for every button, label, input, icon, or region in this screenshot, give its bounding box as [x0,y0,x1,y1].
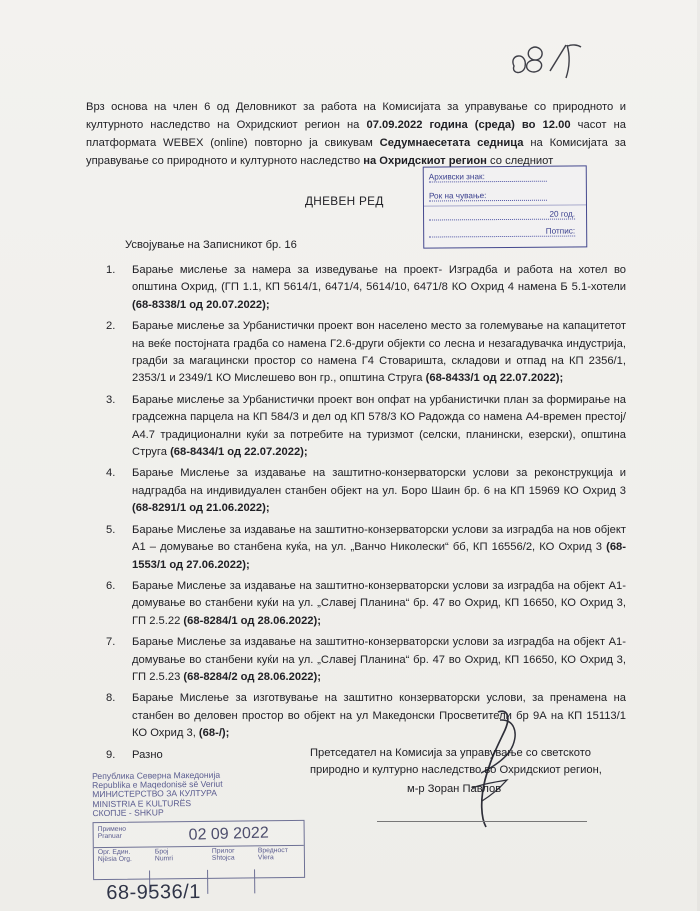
agenda-text: Барање Мислење за издавање на заштитно-конзерваторски услови за изградба на нов објект А1 – домување во станбена куќа, на ул. „Ванчо Николески“ бб, КП 16556/2, КО Охрид 3 [132,523,626,554]
stamp-line-1: Република Северна Македонија [91,769,221,782]
received-label: Примено Pranuar [97,825,127,841]
agenda-item-6 [106,578,626,630]
stamp-line-5: СКОПЈЕ - SHKUP [92,807,164,818]
agenda-number: 3. [106,393,116,406]
registration-number: 68-9536/1 [106,880,201,904]
agenda-item-8 [106,690,626,742]
agenda-text: Барање мислење за Урбанистички проект вон опфат на урбанистички план за формирање на градсежна парцела на КП 584/3 и дел од КП 578/3 КО Радожда со намена А4-времен престој/А4.7 традиционални куќи за потребите на туризмот (селски, планински, езерски), општина Струга [132,393,626,459]
intro-text-3: на Комисијата за управување со природното и културното наследство [86,137,627,167]
stamp-line-2: Republika e Maqedonisë së Veriut [92,778,223,791]
agenda-reference: (68-8284/2 од 28.06.2022); [183,670,321,683]
received-date: 02 09 2022 [188,824,269,844]
archive-mark-label: Архивски знак: [429,172,547,183]
agenda-text: Барање Мислење за изготвување на заштитно конзерваторски услови, за пренамена на станбен во деловен простор во објект на ул Македонски Просветители бр 9А на КП 15113/1 КО Охрид 3, [132,692,626,740]
agenda-number: 8. [106,692,116,705]
signature-label: Потпис: [429,227,575,238]
agenda-text: Разно [132,748,163,761]
handwritten-file-number [500,38,595,83]
agenda-number: 4. [106,467,116,480]
agenda-number: 7. [106,636,116,649]
org-unit-label: Орг. Един. Njësia Org. [97,848,132,864]
year-line [429,210,575,221]
agenda-item-3 [106,392,626,462]
agenda-text: Барање Мислење за издавање на заштитно-конзерваторски услови за изградба на објект А1-домување во станбени куќи на ул. „Славеј Планина“ бр. 47 во Охрид, КП 16650, КО Охрид 3, ГП 2.5.23 [132,636,626,683]
agenda-number: 2. [106,320,116,333]
agenda-text: Барање мислење за намера за изведување на проект- Изградба и работа на хотел во општина Охрид, (ГП 1.1, КП 5614/1, 6471/4, 5614/10, 6471/8 КО Охрид 4 намена Б 5.1-хотели [132,264,626,294]
value-label: Вредност Vlera [257,847,288,862]
signature-line [377,821,587,822]
agenda-text: Барање мислење за Урбанистички проект вон населено место за големување на капацитетот на веќе постојната градба со намена Г2.6-други објекти со лесна и незагадувачка индустрија, градби за магацински простор со намена Г4 Стоваришта, складови и отпад на КП 2356/1, 2353/1 и 2349/1 КО Мислешево вон гр., општина Струга [132,320,626,385]
retention-period-label: Рок на чување: [429,191,547,202]
agenda-text: Барање Мислење за издавање на заштитно-конзерваторски услови за изградба на објект А1-домување во станбени куќи на ул. „Славеј Планина“ бр. 47 во Охрид, КП 16650, КО Охрид 3, ГП 2.5.22 [132,579,626,627]
agenda-reference: (68-8291/1 од 21.06.2022); [132,502,270,515]
archive-stamp [423,165,588,248]
stamp-line-3: МИНИСТЕРСТВО ЗА КУЛТУРА [92,788,218,800]
year-value: 20 [549,209,559,219]
agenda-reference: (68-8434/1 од 22.07.2022); [170,446,308,459]
stamp-header [92,770,302,818]
region-name: на Охридскиот регион [363,155,487,167]
meeting-date-time: 07.09.2022 година (среда) во 12.00 [366,119,571,131]
intro-text-2: часот на платформата WEBEX (online) повторно ја свикувам [86,119,626,149]
agenda-reference: (68-8338/1 од 20.07.2022); [132,298,270,311]
stamp-line-4: MINISTRIA E KULTURËS [92,797,192,809]
stamp-divider [424,204,586,206]
agenda-item-2 [106,318,626,388]
agenda-number: 6. [106,579,116,592]
agenda-item-1 [106,262,626,314]
intro-text-4: со следниот [486,155,554,167]
session-name: Седумнаесетата седница [379,137,524,149]
chair-statement: Претседател на Комисија за управување со светското природно и културно наследство во Охридскиот регион, [310,747,602,776]
agenda-reference: (68-8284/1 од 28.06.2022); [183,614,321,627]
agenda-list [106,262,626,768]
intro-text-1: Врз основа на член 6 од Деловникот за работа на Комисијата за управување со природното и културното наследство на Охридскиот регион на [86,101,626,131]
year-suffix: год. [560,209,576,219]
agenda-number: 9. [106,748,116,761]
agenda-reference: (68-1553/1 од 27.06.2022); [132,541,626,571]
agenda-number: 5. [106,523,116,536]
signer-name: м-р Зоран Павлов [407,783,502,795]
ministry-registry-stamp [91,769,302,904]
agenda-reference: (68-/); [198,727,230,740]
stamp-table [93,820,306,904]
agenda-title: ДНЕВЕН РЕД [305,194,384,208]
meeting-intro [86,98,626,170]
stamp-row-received [94,821,304,848]
stamp-row-details [94,845,304,904]
minutes-adoption: Усвојување на Записникот бр. 16 [125,239,297,251]
agenda-text: Барање Мислење за издавање на заштитно-конзерваторски услови за реконструкција и надградба на индивидуален станбен објект на ул. Боро Шаин бр. 6 на КП 15969 КО Охрид 3 [132,467,626,497]
agenda-item-7 [106,634,626,686]
agenda-reference: (68-8433/1 од 22.07.2022); [425,372,564,385]
agenda-item-5 [106,522,626,574]
agenda-item-4 [106,465,626,517]
agenda-number: 1. [106,264,116,276]
number-label: Број Numri [154,848,174,863]
attachment-label: Прилог Shtojca [211,847,235,862]
